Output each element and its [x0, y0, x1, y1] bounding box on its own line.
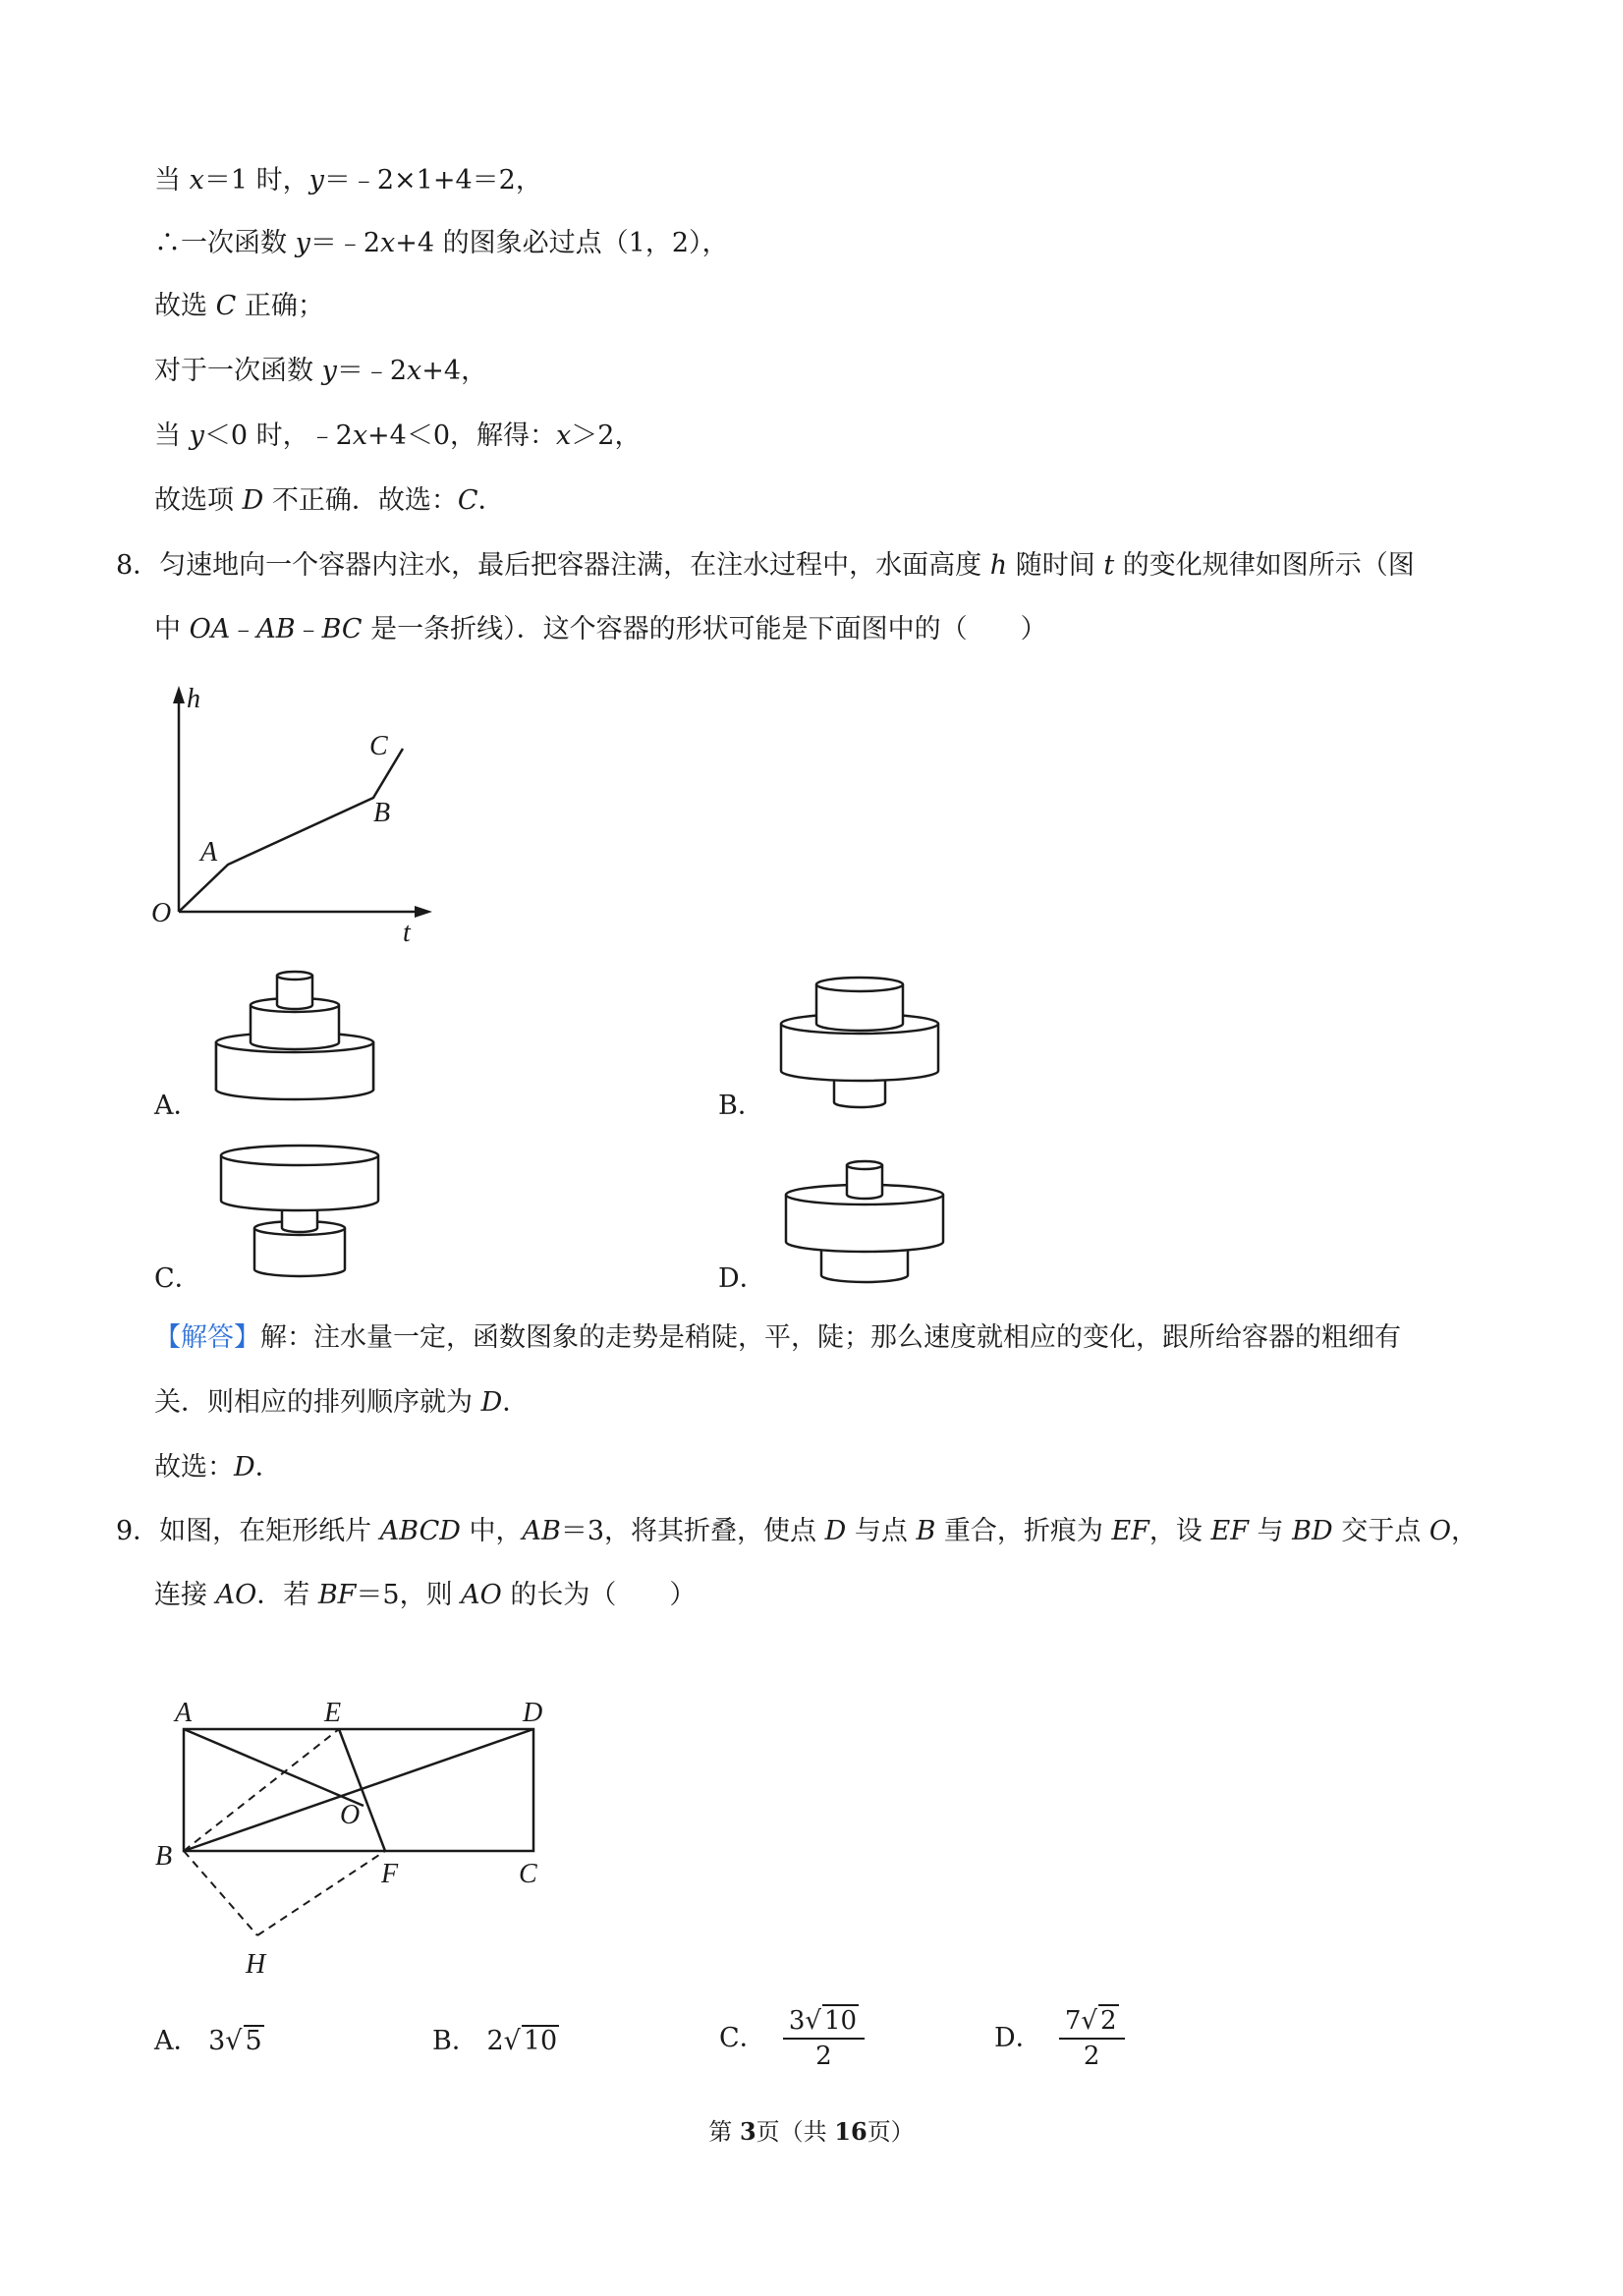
- height-time-graph: [138, 678, 452, 957]
- solution7-line4: 对于一次函数 y＝﹣2x+4，: [154, 356, 488, 386]
- label-b: B: [155, 1841, 173, 1872]
- label-o: O: [340, 1800, 361, 1830]
- dashed-be: [184, 1729, 339, 1851]
- answer8-line2: 关．则相应的排列顺序就为 D．: [154, 1387, 530, 1418]
- t-axis-arrow: [415, 906, 432, 918]
- dashed-bh: [184, 1851, 257, 1935]
- fraction-d: $\frac{7√ 2}{2}$: [1059, 2004, 1125, 2073]
- label-a: A: [175, 1698, 193, 1728]
- option9-b: B． 2√ 10: [432, 2026, 558, 2056]
- option8-c-label: C．: [154, 1263, 201, 1294]
- container-a: [206, 968, 383, 1119]
- question8-line1: 8．匀速地向一个容器内注水，最后把容器注满，在注水过程中，水面高度 h 随时间 t 的变化规律如图所示（图: [116, 550, 1415, 581]
- label-e: E: [324, 1698, 342, 1728]
- label-h: H: [246, 1949, 266, 1980]
- container-d: [776, 1149, 953, 1301]
- polyline-oabc: [179, 749, 403, 912]
- answer-tag: 【解答】: [154, 1322, 260, 1353]
- segment-ao: [184, 1729, 364, 1806]
- crease-ef: [339, 1729, 385, 1851]
- label-h: h: [187, 684, 200, 714]
- diagonal-bd: [184, 1729, 533, 1851]
- solution7-line6: 故选项 D 不正确．故选：C．: [154, 485, 505, 516]
- label-c: C: [369, 731, 388, 761]
- label-a: A: [200, 837, 218, 868]
- option8-b-label: B．: [718, 1091, 764, 1121]
- solution7-line2: ∴一次函数 y＝﹣2x+4 的图象必过点（1，2），: [154, 228, 729, 258]
- label-b: B: [373, 798, 391, 828]
- container-b: [771, 973, 948, 1124]
- container-c: [211, 1140, 388, 1291]
- question9-line2: 连接 AO．若 BF＝5，则 AO 的长为（ ）: [154, 1580, 697, 1610]
- option8-d-label: D．: [718, 1263, 766, 1294]
- option8-a-label: A．: [154, 1091, 200, 1121]
- label-t: t: [403, 918, 411, 948]
- solution7-line1: 当 x＝1 时，y＝﹣2×1+4＝2，: [154, 165, 542, 196]
- label-c: C: [519, 1859, 537, 1889]
- label-f: F: [381, 1859, 399, 1889]
- solution7-line3: 故选 C 正确；: [154, 291, 324, 321]
- answer8-line1: 【解答】解：注水量一定，函数图象的走势是稍陡，平，陡；那么速度就相应的变化，跟所给容器的粗细有: [154, 1322, 1401, 1353]
- option9-d: D． $\frac{7√ 2}{2}$: [994, 2004, 1125, 2073]
- question8-line2: 中 OA﹣AB﹣BC 是一条折线）．这个容器的形状可能是下面图中的（ ）: [154, 614, 1047, 644]
- dashed-hf: [257, 1851, 385, 1935]
- solution7-line5: 当 y＜0 时，﹣2x+4＜0，解得：x＞2，: [154, 420, 642, 451]
- option9-a: A． 3√ 5: [154, 2026, 262, 2056]
- option9-c: C． $\frac{3√ 10}{2}$: [719, 2004, 865, 2073]
- label-o: O: [151, 898, 172, 928]
- label-d: D: [523, 1698, 543, 1728]
- rectangle-fold-figure: [138, 1690, 570, 1998]
- h-axis-arrow: [173, 686, 185, 703]
- page-footer: 第 3页（共 16页）: [708, 2117, 915, 2146]
- question9-line1: 9．如图，在矩形纸片 ABCD 中，AB＝3，将其折叠，使点 D 与点 B 重合，折痕为 EF，设 EF 与 BD 交于点 O，: [116, 1516, 1478, 1546]
- answer8-line3: 故选：D．: [154, 1452, 282, 1483]
- fraction-c: $\frac{3√ 10}{2}$: [783, 2004, 865, 2073]
